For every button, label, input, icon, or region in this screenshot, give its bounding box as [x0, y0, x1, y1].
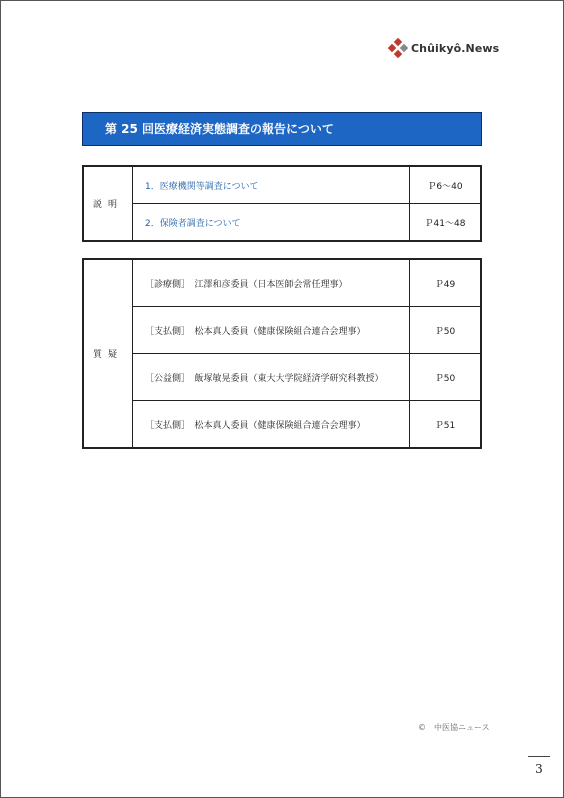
page-number: 3: [535, 762, 543, 776]
explanation-label: 説明: [83, 166, 133, 241]
logo: [388, 38, 499, 58]
explanation-page-2: Ｐ41～48: [410, 204, 482, 242]
question-item-3: ［公益側］ 飯塚敏晃委員（東大大学院経済学研究科教授）: [133, 354, 410, 401]
question-item-2: ［支払側］ 松本真人委員（健康保険組合連合会理事）: [133, 307, 410, 354]
question-item-1: ［診療側］ 江澤和彦委員（日本医師会常任理事）: [133, 259, 410, 307]
question-page-2: Ｐ50: [410, 307, 482, 354]
question-item-4: ［支払側］ 松本真人委員（健康保険組合連合会理事）: [133, 401, 410, 449]
explanation-page-1: Ｐ6～40: [410, 166, 482, 204]
question-page-4: Ｐ51: [410, 401, 482, 449]
page-title: 第 25 回医療経済実態調査の報告について: [82, 112, 482, 146]
logo-mark-icon: [388, 38, 408, 58]
logo-text: Chûikyô.News: [411, 41, 500, 55]
footer-copyright: © 中医協ニュース: [418, 723, 490, 732]
explanation-item-1[interactable]: 1．医療機関等調査について: [133, 166, 410, 204]
question-page-1: Ｐ49: [410, 259, 482, 307]
page-number-rule: [528, 756, 550, 757]
question-page-3: Ｐ50: [410, 354, 482, 401]
explanation-table: [82, 165, 482, 242]
questions-table: [82, 258, 482, 449]
explanation-item-2[interactable]: 2．保険者調査について: [133, 204, 410, 242]
questions-label: 質疑: [83, 259, 133, 448]
